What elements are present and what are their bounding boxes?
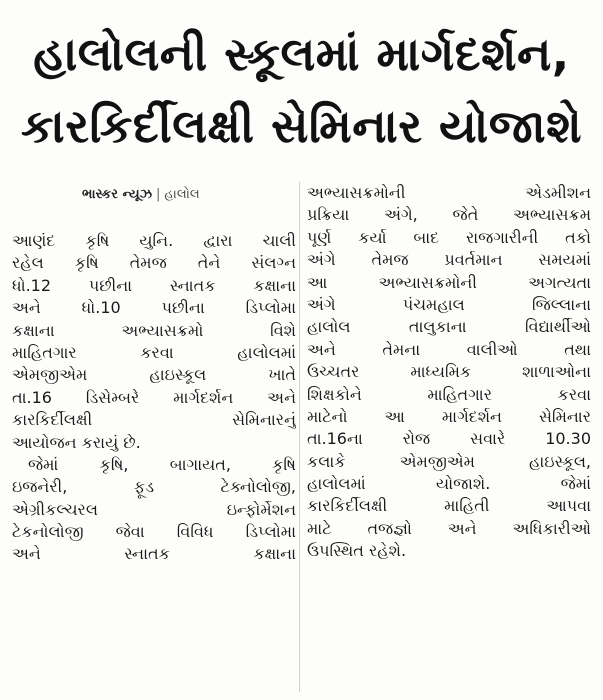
- body-text-line: કારકિર્દીલક્ષી માહિતી આપવા: [307, 496, 591, 516]
- dateline: [12, 182, 296, 208]
- body-text-line: અંગે તેમજ પ્રવર્તમાન સમયમાં: [307, 250, 591, 270]
- left-column: [12, 182, 296, 566]
- body-text-line: માહિતગાર કરવા હાલોલમાં: [12, 342, 296, 362]
- dateline-place: હાલોલ: [164, 187, 200, 202]
- body-text-line: અભ્યાસક્રમોની એડમીશન: [307, 183, 591, 202]
- column-divider: [299, 182, 300, 692]
- body-text-line: ઉચ્ચતર માધ્યમિક શાળાઓના: [307, 362, 591, 382]
- body-text-line: જેમાં કૃષિ, બાગાયત, કૃષિ: [28, 454, 296, 474]
- body-text-line: રહેલ કૃષિ તેમજ તેને સંલગ્ન: [12, 253, 296, 273]
- body-text-line: ઉપસ્થિત રહેશે.: [307, 541, 407, 561]
- body-text-line: માટે તજજ્ઞો અને અધિકારીઓ: [307, 518, 591, 538]
- body-text-line: આ અભ્યાસક્રમોની અગત્યતા: [307, 272, 591, 292]
- body-text-line: માટેનો આ માર્ગદર્શન સેમિનાર: [307, 406, 591, 426]
- body-text-line: ધો.12 પછીના સ્નાતક કક્ષાના: [12, 275, 296, 295]
- body-text-line: કલાકે એમજીએમ હાઇસ્કૂલ,: [307, 451, 591, 471]
- body-text-line: આણંદ કૃષિ યુનિ. દ્વારા ચાલી: [12, 231, 296, 250]
- headline-line-1: હાલોલની સ્કૂલમાં માર્ગદર્શન,: [33, 27, 570, 81]
- body-text-line: અને સ્નાતક કક્ષાના: [12, 544, 296, 564]
- body-text-line: પ્રક્રિયા અંગે, જેતે અભ્યાસક્રમ: [307, 205, 591, 225]
- dateline-brand: ભાસ્કર ન્યૂઝ: [82, 187, 153, 202]
- body-text-line: ઇજનેરી, ફૂડ ટેક્નોલોજી,: [12, 477, 296, 497]
- body-text-line: એગ્રીકલ્ચરલ ઇન્ફોર્મેશન: [12, 499, 296, 519]
- body-text-line: તા.16ના રોજ સવારે 10.30: [307, 429, 591, 449]
- body-text-line: આયોજન કરાયું છે.: [12, 432, 141, 452]
- body-text-line: એમજીએમ હાઇસ્કૂલ ખાતે: [12, 365, 296, 385]
- body-text-line: કારકિર્દીલક્ષી સેમિનારનું: [12, 410, 296, 430]
- body-text-line: પૂર્ણ કર્યા બાદ રાજગારીની તકો: [307, 227, 591, 247]
- right-column: [307, 182, 591, 563]
- body-text-line: કક્ષાના અભ્યાસક્રમો વિશે: [12, 320, 296, 340]
- body-text-line: અંગે પંચમહાલ જિલ્લાના: [307, 294, 591, 314]
- body-text-line: અને ધો.10 પછીના ડિપ્લોમા: [12, 298, 296, 318]
- body-text-line: શિક્ષકોને માહિતગાર કરવા: [307, 384, 591, 404]
- body-text-line: ટેકનોલોજી જેવા વિવિધ ડિપ્લોમા: [12, 522, 296, 542]
- body-text-line: હાલોલમાં યોજાશે. જેમાં: [307, 474, 591, 494]
- body-text-line: અને તેમના વાલીઓ તથા: [307, 339, 591, 359]
- dateline-separator: |: [156, 187, 161, 202]
- headline-line-2: કારકિર્દીલક્ષી સેમિનાર યોજાશે: [20, 99, 583, 153]
- body-text-line: તા.16 ડિસેમ્બરે માર્ગદર્શન અને: [12, 387, 296, 407]
- body-text-line: હાલોલ તાલુકાના વિદ્યાર્થીઓ: [307, 317, 591, 337]
